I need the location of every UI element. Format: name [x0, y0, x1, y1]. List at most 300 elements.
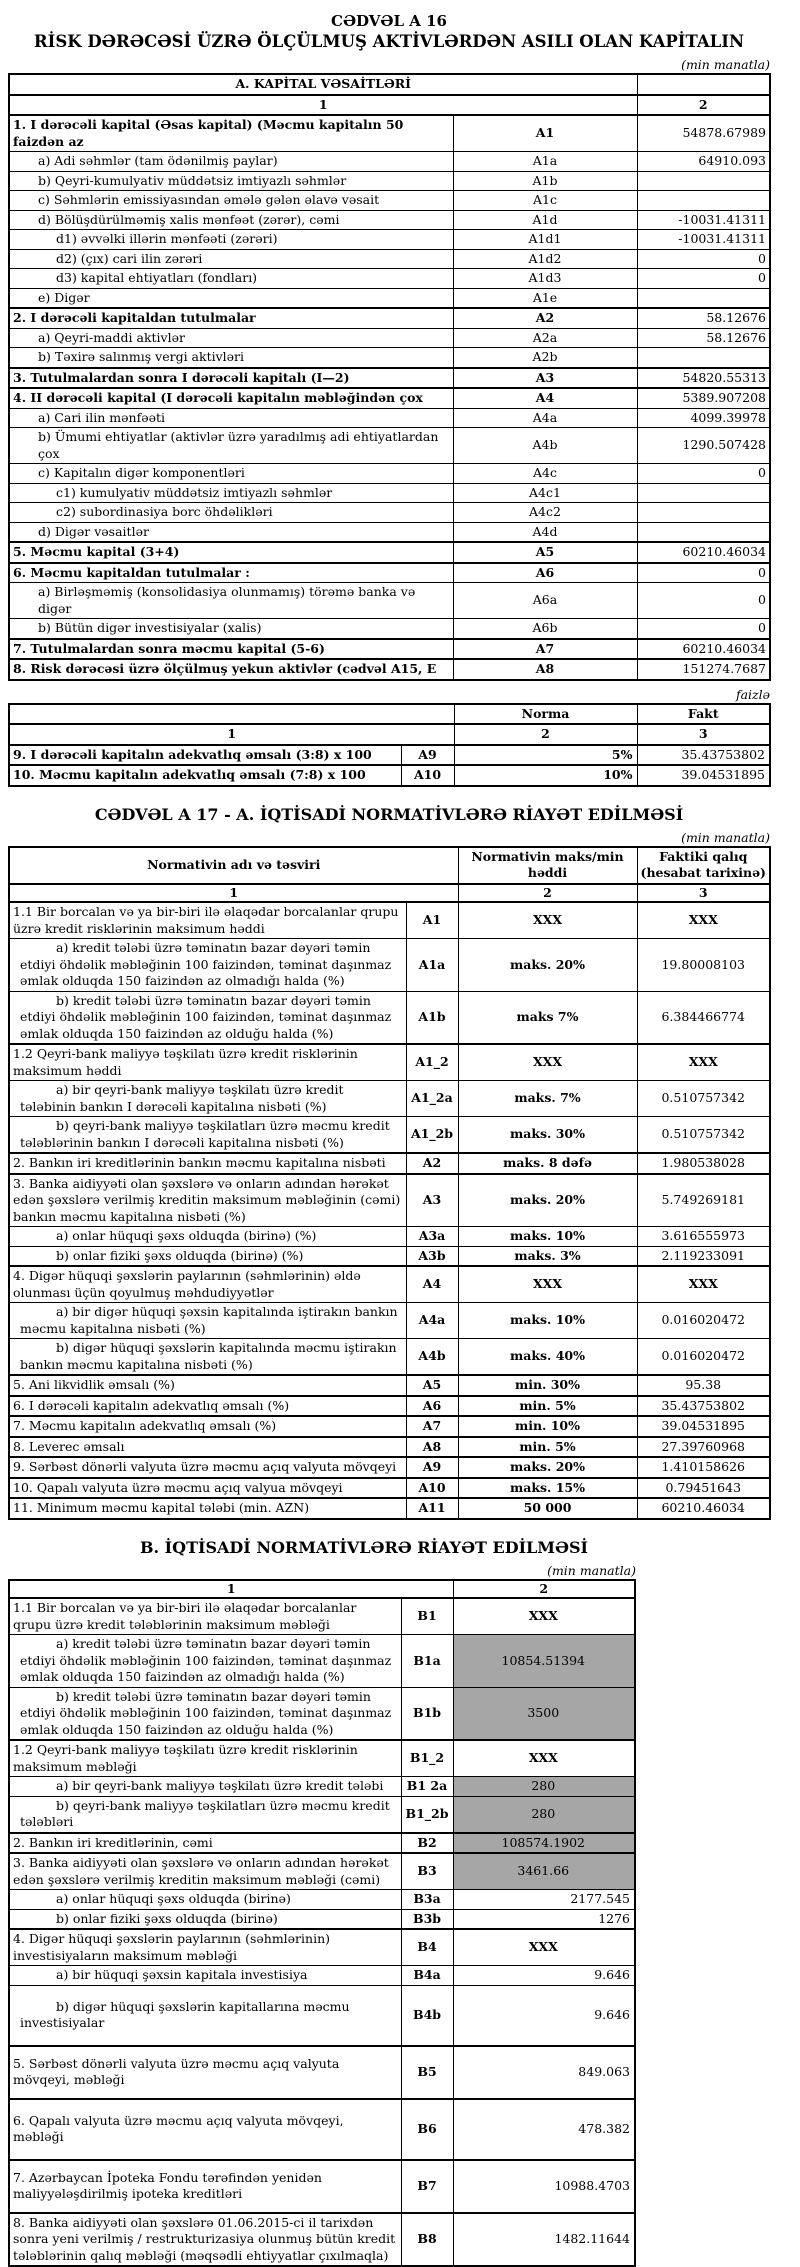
- row-label: b) Qeyri-kumulyativ müddətsiz imtiyazlı səhmlər: [9, 171, 453, 191]
- row-code: A4c2: [453, 503, 637, 523]
- row-limit-value: XXX: [458, 1044, 637, 1081]
- capital-table-row: [9, 639, 770, 660]
- a17-col-num-3: 3: [637, 884, 770, 903]
- row-value: 0: [637, 464, 770, 484]
- row-code: A8: [453, 659, 637, 680]
- row-norma-value: 10%: [454, 765, 637, 786]
- row-label: 3. Tutulmalardan sonra I dərəcəli kapitalı (I—2): [9, 368, 453, 389]
- row-label: 9. I dərəcəli kapitalın adekvatlıq əmsalı (3:8) x 100: [9, 745, 401, 766]
- capital-table-row: [9, 328, 770, 348]
- normative-amount-row: [9, 1598, 635, 1635]
- normative-amount-row: [9, 2046, 635, 2099]
- a17-header-row: [9, 847, 770, 884]
- b-column-number-row: [9, 1580, 635, 1599]
- ratio-norma-header: Norma: [454, 704, 637, 725]
- capital-table-row: [9, 308, 770, 328]
- row-code: A2a: [453, 328, 637, 348]
- row-label: 5. Sərbəst dönərli valyuta üzrə məcmu açıq valyuta mövqeyi, məbləği: [9, 2046, 401, 2099]
- row-value: 0: [637, 249, 770, 269]
- normative-table-row: [9, 1396, 770, 1417]
- row-actual-value: 1.410158626: [637, 1457, 770, 1478]
- row-code: A9: [401, 745, 454, 766]
- capital-table-row: [9, 563, 770, 583]
- row-limit-value: maks. 3%: [458, 1246, 637, 1266]
- row-code: A10: [401, 765, 454, 786]
- row-amount-value: XXX: [453, 1929, 635, 1966]
- row-actual-value: 39.04531895: [637, 1416, 770, 1437]
- b-unit-note: (min manatla): [8, 1563, 636, 1578]
- capital-table-row: [9, 388, 770, 408]
- row-label: 8. Leverec əmsalı: [9, 1437, 406, 1458]
- row-code: A1: [453, 115, 637, 152]
- row-code: B1_2: [401, 1740, 453, 1777]
- capital-table-row: [9, 152, 770, 172]
- economic-normatives-table-b: [8, 1579, 636, 2267]
- row-limit-value: maks. 30%: [458, 1117, 637, 1154]
- a17-col-num-2: 2: [458, 884, 637, 903]
- row-label: 7. Azərbaycan İpoteka Fondu tərəfindən yenidən maliyyələşdirilmiş ipoteka kreditləri: [9, 2160, 401, 2213]
- row-code: A2b: [453, 348, 637, 368]
- normative-amount-row: [9, 2213, 635, 2267]
- row-code: A3: [453, 368, 637, 389]
- adequacy-ratio-table: [8, 703, 771, 787]
- row-value: 0: [637, 269, 770, 289]
- normative-amount-row: [9, 1985, 635, 2046]
- row-label: 1.2 Qeyri-bank maliyyə təşkilatı üzrə kredit risklərinin maksimum həddi: [9, 1044, 406, 1081]
- row-actual-value: 19.80008103: [637, 939, 770, 992]
- row-label: 5. Ani likvidlik əmsalı (%): [9, 1375, 406, 1396]
- row-amount-value: 10988.4703: [453, 2160, 635, 2213]
- row-value: [637, 288, 770, 308]
- a16-table-title: RİSK DƏRƏCƏSİ ÜZRƏ ÖLÇÜLMUŞ AKTİVLƏRDƏN ASILI OLAN KAPİTALIN: [8, 32, 770, 51]
- a17-column-number-row: [9, 884, 770, 903]
- row-limit-value: maks. 8 dəfə: [458, 1153, 637, 1174]
- ratio-header-empty-cell: [9, 704, 454, 725]
- row-limit-value: maks 7%: [458, 991, 637, 1044]
- row-code: A1a: [453, 152, 637, 172]
- row-code: A1e: [453, 288, 637, 308]
- row-actual-value: 0.510757342: [637, 1117, 770, 1154]
- row-label: 9. Sərbəst dönərli valyuta üzrə məcmu açıq valyuta mövqeyi: [9, 1457, 406, 1478]
- row-actual-value: 2.119233091: [637, 1246, 770, 1266]
- normative-amount-row: [9, 1890, 635, 1910]
- row-code: A4c: [453, 464, 637, 484]
- row-code: A11: [406, 1498, 458, 1519]
- row-code: B1 2a: [401, 1777, 453, 1797]
- row-code: A2: [453, 308, 637, 328]
- a16-unit-note: (min manatla): [8, 57, 770, 72]
- row-actual-value: 35.43753802: [637, 1396, 770, 1417]
- row-label: 4. Digər hüquqi şəxslərin paylarının (səhmlərinin) investisiyaların maksimum məbləği: [9, 1929, 401, 1966]
- row-label: b) onlar fiziki şəxs olduqda (birinə) (%): [9, 1246, 406, 1266]
- row-limit-value: XXX: [458, 902, 637, 939]
- row-limit-value: XXX: [458, 1266, 637, 1303]
- capital-resources-table: [8, 73, 771, 681]
- row-actual-value: 95.38: [637, 1375, 770, 1396]
- row-label: b) qeyri-bank maliyyə təşkilatları üzrə məcmu kredit tələblərinin bankın I dərəcəli kapitalına nisbəti (%): [9, 1117, 406, 1154]
- a17-norm-header: Normativin maks/min həddi: [458, 847, 637, 884]
- row-value: [637, 171, 770, 191]
- row-code: A9: [406, 1457, 458, 1478]
- row-label: a) bir qeyri-bank maliyyə təşkilatı üzrə kredit tələbinin bankın I dərəcəli kapitalına nisbəti (%): [9, 1081, 406, 1117]
- row-actual-value: 1.980538028: [637, 1153, 770, 1174]
- ratio-col-num-3: 3: [637, 724, 770, 745]
- normative-table-row: [9, 902, 770, 939]
- row-limit-value: 50 000: [458, 1498, 637, 1519]
- row-actual-value: 0.016020472: [637, 1303, 770, 1339]
- row-label: 6. Qapalı valyuta üzrə məcmu açıq valyuta mövqeyi, məbləği: [9, 2099, 401, 2160]
- row-value: 4099.39978: [637, 408, 770, 428]
- row-label: d) Digər vəsaitlər: [9, 522, 453, 542]
- row-amount-value: XXX: [453, 1740, 635, 1777]
- row-amount-value: 2177.545: [453, 1890, 635, 1910]
- capital-table-row: [9, 542, 770, 563]
- row-label: 1.2 Qeyri-bank maliyyə təşkilatı üzrə kredit risklərinin maksimum məbləği: [9, 1740, 401, 1777]
- row-label: 5. Məcmu kapital (3+4): [9, 542, 453, 563]
- row-label: 2. Bankın iri kreditlərinin bankın məcmu kapitalına nisbəti: [9, 1153, 406, 1174]
- normative-amount-row: [9, 1929, 635, 1966]
- row-code: A8: [406, 1437, 458, 1458]
- a16-col-num-1: 1: [9, 95, 637, 116]
- row-label: d) Bölüşdürülməmiş xalis mənfəət (zərər), cəmi: [9, 210, 453, 230]
- row-limit-value: maks. 20%: [458, 939, 637, 992]
- normative-table-row: [9, 1117, 770, 1154]
- row-code: B3b: [401, 1909, 453, 1929]
- row-code: A1_2b: [406, 1117, 458, 1154]
- row-code: A4a: [453, 408, 637, 428]
- row-label: 7. Məcmu kapitalın adekvatlıq əmsalı (%): [9, 1416, 406, 1437]
- row-limit-value: maks. 10%: [458, 1227, 637, 1247]
- row-label: 8. Banka aidiyyəti olan şəxslərə 01.06.2015-ci il tarixdən sonra yeni verilmiş / restrukturizasiya olunmuş bütün kredit tələblərinin qalıq məbləği (məqsədli ehtiyyatlar çıxılmaqla): [9, 2213, 401, 2267]
- a16-section-header: A. KAPİTAL VƏSAİTLƏRİ: [9, 74, 637, 95]
- row-actual-value: 3.616555973: [637, 1227, 770, 1247]
- row-code: A1_2a: [406, 1081, 458, 1117]
- row-label: 11. Minimum məcmu kapital tələbi (min. AZN): [9, 1498, 406, 1519]
- row-code: B5: [401, 2046, 453, 2099]
- ratio-fakt-header: Fakt: [637, 704, 770, 725]
- capital-table-row: [9, 368, 770, 389]
- normative-table-row: [9, 1457, 770, 1478]
- row-label: 10. Məcmu kapitalın adekvatlıq əmsalı (7:8) x 100: [9, 765, 401, 786]
- row-label: d2) (çıx) cari ilin zərəri: [9, 249, 453, 269]
- row-label: e) Digər: [9, 288, 453, 308]
- row-label: b) kredit tələbi üzrə təminatın bazar dəyəri təmin etdiyi öhdəlik məbləğinin 100 faizindən, təminat daşınmaz əmlak olduqda 150 faizindən az olduğu halda (%): [9, 991, 406, 1044]
- row-amount-value: 1276: [453, 1909, 635, 1929]
- row-value: [637, 348, 770, 368]
- row-label: a) kredit tələbi üzrə təminatın bazar dəyəri təmin etdiyi öhdəlik məbləğinin 100 faizindən, təminat daşınmaz əmlak olduqda 150 faizindən az olmadığı halda (%): [9, 1635, 401, 1688]
- row-code: A1d3: [453, 269, 637, 289]
- capital-table-row: [9, 288, 770, 308]
- row-code: A5: [406, 1375, 458, 1396]
- a16-percent-note: faizlə: [8, 687, 770, 702]
- row-amount-value: 849.063: [453, 2046, 635, 2099]
- row-amount-value: 9.646: [453, 1985, 635, 2046]
- row-code: B1b: [401, 1687, 453, 1740]
- row-label: a) bir qeyri-bank maliyyə təşkilatı üzrə kredit tələbi: [9, 1777, 401, 1797]
- row-limit-value: maks. 40%: [458, 1339, 637, 1376]
- row-value: [637, 522, 770, 542]
- row-code: A3b: [406, 1246, 458, 1266]
- capital-table-row: [9, 583, 770, 619]
- row-limit-value: min. 5%: [458, 1437, 637, 1458]
- row-code: A1c: [453, 191, 637, 211]
- normative-table-row: [9, 1174, 770, 1227]
- row-fakt-value: 35.43753802: [637, 745, 770, 766]
- row-limit-value: min. 10%: [458, 1416, 637, 1437]
- row-label: b) Təxirə salınmış vergi aktivləri: [9, 348, 453, 368]
- row-code: A4a: [406, 1303, 458, 1339]
- row-code: A1: [406, 902, 458, 939]
- row-amount-value: 3461.66: [453, 1853, 635, 1890]
- normative-table-row: [9, 1246, 770, 1266]
- ratio-header-row: [9, 704, 770, 725]
- row-code: A1d2: [453, 249, 637, 269]
- row-amount-value: XXX: [453, 1598, 635, 1635]
- row-code: B4b: [401, 1985, 453, 2046]
- row-label: a) Birləşməmiş (konsolidasiya olunmamış) törəmə banka və digər: [9, 583, 453, 619]
- row-value: -10031.41311: [637, 230, 770, 250]
- normative-table-row: [9, 939, 770, 992]
- row-label: b) digər hüquqi şəxslərin kapitalında məcmu iştirakın bankın məcmu kapitalına nisbəti (%): [9, 1339, 406, 1376]
- a17-unit-note: (min manatla): [8, 830, 770, 845]
- row-code: B3: [401, 1853, 453, 1890]
- row-label: 7. Tutulmalardan sonra məcmu kapital (5-6): [9, 639, 453, 660]
- row-label: d3) kapital ehtiyatları (fondları): [9, 269, 453, 289]
- capital-table-row: [9, 115, 770, 152]
- capital-table-row: [9, 269, 770, 289]
- capital-table-row: [9, 503, 770, 523]
- row-code: B3a: [401, 1890, 453, 1910]
- row-value: 54820.55313: [637, 368, 770, 389]
- capital-table-row: [9, 464, 770, 484]
- normative-table-row: [9, 1375, 770, 1396]
- ratio-column-number-row: [9, 724, 770, 745]
- row-label: 4. II dərəcəli kapital (I dərəcəli kapitalın məbləğindən çox: [9, 388, 453, 408]
- row-limit-value: maks. 15%: [458, 1478, 637, 1499]
- normative-table-row: [9, 1498, 770, 1519]
- normative-table-row: [9, 1266, 770, 1303]
- row-label: 1.1 Bir borcalan və ya bir-biri ilə əlaqədar borcalanlar qrupu üzrə kredit tələblərinin maksimum məbləği: [9, 1598, 401, 1635]
- row-code: A4b: [406, 1339, 458, 1376]
- row-label: c1) kumulyativ müddətsiz imtiyazlı səhmlər: [9, 483, 453, 503]
- normative-amount-row: [9, 1777, 635, 1797]
- a16-col-num-2: 2: [637, 95, 770, 116]
- row-code: B6: [401, 2099, 453, 2160]
- row-code: A6: [406, 1396, 458, 1417]
- b-col-num-2: 2: [453, 1580, 635, 1599]
- row-code: A2: [406, 1153, 458, 1174]
- row-code: A7: [453, 639, 637, 660]
- a17-col-num-1: 1: [9, 884, 458, 903]
- a16-column-number-row: [9, 95, 770, 116]
- a17-name-header: Normativin adı və təsviri: [9, 847, 458, 884]
- capital-table-row: [9, 171, 770, 191]
- row-value: 0: [637, 563, 770, 583]
- row-norma-value: 5%: [454, 745, 637, 766]
- row-value: 0: [637, 583, 770, 619]
- row-label: d1) əvvəlki illərin mənfəəti (zərəri): [9, 230, 453, 250]
- ratio-col-num-2: 2: [454, 724, 637, 745]
- capital-table-row: [9, 230, 770, 250]
- b-col-num-1: 1: [9, 1580, 453, 1599]
- ratio-table-row: [9, 745, 770, 766]
- row-fakt-value: 39.04531895: [637, 765, 770, 786]
- row-value: 151274.7687: [637, 659, 770, 680]
- row-label: a) onlar hüquqi şəxs olduqda (birinə): [9, 1890, 401, 1910]
- capital-table-row: [9, 191, 770, 211]
- row-label: c2) subordinasiya borc öhdəlikləri: [9, 503, 453, 523]
- row-amount-value: 108574.1902: [453, 1833, 635, 1854]
- row-amount-value: 1482.11644: [453, 2213, 635, 2267]
- row-actual-value: 60210.46034: [637, 1498, 770, 1519]
- row-actual-value: 5.749269181: [637, 1174, 770, 1227]
- row-label: 2. I dərəcəli kapitaldan tutulmalar: [9, 308, 453, 328]
- row-label: b) digər hüquqi şəxslərin kapitallarına məcmu investisiyalar: [9, 1985, 401, 2046]
- row-amount-value: 3500: [453, 1687, 635, 1740]
- row-amount-value: 478.382: [453, 2099, 635, 2160]
- row-code: A1b: [453, 171, 637, 191]
- row-actual-value: 0.510757342: [637, 1081, 770, 1117]
- capital-table-row: [9, 408, 770, 428]
- capital-table-row: [9, 348, 770, 368]
- row-code: B7: [401, 2160, 453, 2213]
- capital-table-row: [9, 659, 770, 680]
- row-label: a) onlar hüquqi şəxs olduqda (birinə) (%): [9, 1227, 406, 1247]
- row-value: 60210.46034: [637, 542, 770, 563]
- row-value: 5389.907208: [637, 388, 770, 408]
- row-code: A4c1: [453, 483, 637, 503]
- row-code: B8: [401, 2213, 453, 2267]
- normative-amount-row: [9, 1687, 635, 1740]
- row-label: 1. I dərəcəli kapital (Əsas kapital) (Məcmu kapitalın 50 faizdən az: [9, 115, 453, 152]
- row-code: A4: [453, 388, 637, 408]
- row-label: b) onlar fiziki şəxs olduqda (birinə): [9, 1909, 401, 1929]
- row-value: 58.12676: [637, 308, 770, 328]
- row-label: b) qeyri-bank maliyyə təşkilatları üzrə məcmu kredit tələbləri: [9, 1796, 401, 1833]
- a17-fact-header: Faktiki qalıq (hesabat tarixinə): [637, 847, 770, 884]
- ratio-table-row: [9, 765, 770, 786]
- normative-table-row: [9, 1478, 770, 1499]
- row-actual-value: XXX: [637, 902, 770, 939]
- row-limit-value: min. 5%: [458, 1396, 637, 1417]
- row-code: A10: [406, 1478, 458, 1499]
- row-label: b) kredit tələbi üzrə təminatın bazar dəyəri təmin etdiyi öhdəlik məbləğinin 100 faizindən, təminat daşınmaz əmlak olduqda 150 faizindən az olduğu halda (%): [9, 1687, 401, 1740]
- row-limit-value: maks. 10%: [458, 1303, 637, 1339]
- row-actual-value: XXX: [637, 1266, 770, 1303]
- row-value: 0: [637, 619, 770, 639]
- row-code: A1d1: [453, 230, 637, 250]
- normative-table-row: [9, 1416, 770, 1437]
- b-table-title: B. İQTİSADİ NORMATİVLƏRƏ RİAYƏT EDİLMƏSİ: [8, 1538, 720, 1557]
- row-amount-value: 280: [453, 1777, 635, 1797]
- row-value: [637, 191, 770, 211]
- row-label: a) bir digər hüquqi şəxsin kapitalında iştirakın bankın məcmu kapitalına nisbəti (%): [9, 1303, 406, 1339]
- row-code: B1a: [401, 1635, 453, 1688]
- row-label: 6. Məcmu kapitaldan tutulmalar :: [9, 563, 453, 583]
- row-code: A6: [453, 563, 637, 583]
- row-label: b) Bütün digər investisiyalar (xalis): [9, 619, 453, 639]
- row-label: 10. Qapalı valyuta üzrə məcmu açıq valyua mövqeyi: [9, 1478, 406, 1499]
- row-value: 60210.46034: [637, 639, 770, 660]
- economic-normatives-table-a: [8, 846, 771, 1520]
- row-code: A6a: [453, 583, 637, 619]
- row-code: A4d: [453, 522, 637, 542]
- row-label: b) Ümumi ehtiyatlar (aktivlər üzrə yaradılmış adi ehtiyatlardan çox: [9, 428, 453, 464]
- row-value: 1290.507428: [637, 428, 770, 464]
- row-actual-value: 6.384466774: [637, 991, 770, 1044]
- ratio-col-num-1: 1: [9, 724, 454, 745]
- row-amount-value: 10854.51394: [453, 1635, 635, 1688]
- row-label: 1.1 Bir borcalan və ya bir-biri ilə əlaqədar borcalanlar qrupu üzrə kredit risklərinin maksimum həddi: [9, 902, 406, 939]
- a16-section-header-row: [9, 74, 770, 95]
- row-value: [637, 503, 770, 523]
- row-label: 8. Risk dərəcəsi üzrə ölçülmuş yekun aktivlər (cədvəl A15, E: [9, 659, 453, 680]
- row-code: A3a: [406, 1227, 458, 1247]
- row-label: 2. Bankın iri kreditlərinin, cəmi: [9, 1833, 401, 1854]
- row-label: a) Adi səhmlər (tam ödənilmiş paylar): [9, 152, 453, 172]
- row-value: 64910.093: [637, 152, 770, 172]
- row-label: a) bir hüquqi şəxsin kapitala investisiya: [9, 1966, 401, 1986]
- row-value: -10031.41311: [637, 210, 770, 230]
- row-code: A4b: [453, 428, 637, 464]
- capital-table-row: [9, 483, 770, 503]
- row-code: A1d: [453, 210, 637, 230]
- a16-table-kicker: CƏDVƏL A 16: [8, 12, 770, 30]
- row-label: a) Cari ilin mənfəəti: [9, 408, 453, 428]
- normative-table-row: [9, 1437, 770, 1458]
- row-value: 54878.67989: [637, 115, 770, 152]
- row-label: 6. I dərəcəli kapitalın adekvatlıq əmsalı (%): [9, 1396, 406, 1417]
- row-actual-value: 0.016020472: [637, 1339, 770, 1376]
- row-label: 3. Banka aidiyyəti olan şəxslərə və onların adından hərəkət edən şəxslərə verilmiş kreditin maksimum məbləğinin (cəmi) bankın məcmu kapitalına nisbəti (%): [9, 1174, 406, 1227]
- row-value: [637, 483, 770, 503]
- normative-table-row: [9, 1153, 770, 1174]
- normative-amount-row: [9, 1796, 635, 1833]
- row-limit-value: maks. 20%: [458, 1174, 637, 1227]
- row-amount-value: 9.646: [453, 1966, 635, 1986]
- row-code: A5: [453, 542, 637, 563]
- normative-amount-row: [9, 1635, 635, 1688]
- row-actual-value: XXX: [637, 1044, 770, 1081]
- row-code: A4: [406, 1266, 458, 1303]
- normative-table-row: [9, 1339, 770, 1376]
- row-code: B2: [401, 1833, 453, 1854]
- row-code: A7: [406, 1416, 458, 1437]
- normative-amount-row: [9, 1833, 635, 1854]
- normative-table-row: [9, 1227, 770, 1247]
- normative-table-row: [9, 1081, 770, 1117]
- normative-amount-row: [9, 1966, 635, 1986]
- capital-table-row: [9, 522, 770, 542]
- row-label: c) Kapitalın digər komponentləri: [9, 464, 453, 484]
- row-label: 3. Banka aidiyyəti olan şəxslərə və onların adından hərəkət edən şəxslərə verilmiş kreditin maksimum məbləği (cəmi): [9, 1853, 401, 1890]
- row-label: a) Qeyri-maddi aktivlər: [9, 328, 453, 348]
- row-amount-value: 280: [453, 1796, 635, 1833]
- row-code: A1a: [406, 939, 458, 992]
- row-limit-value: maks. 7%: [458, 1081, 637, 1117]
- capital-table-row: [9, 249, 770, 269]
- row-actual-value: 0.79451643: [637, 1478, 770, 1499]
- row-actual-value: 27.39760968: [637, 1437, 770, 1458]
- row-code: A1b: [406, 991, 458, 1044]
- normative-table-row: [9, 1303, 770, 1339]
- row-label: c) Səhmlərin emissiyasından əmələ gələn əlavə vəsait: [9, 191, 453, 211]
- normative-amount-row: [9, 1909, 635, 1929]
- normative-amount-row: [9, 2099, 635, 2160]
- capital-table-row: [9, 210, 770, 230]
- row-code: A6b: [453, 619, 637, 639]
- normative-amount-row: [9, 1740, 635, 1777]
